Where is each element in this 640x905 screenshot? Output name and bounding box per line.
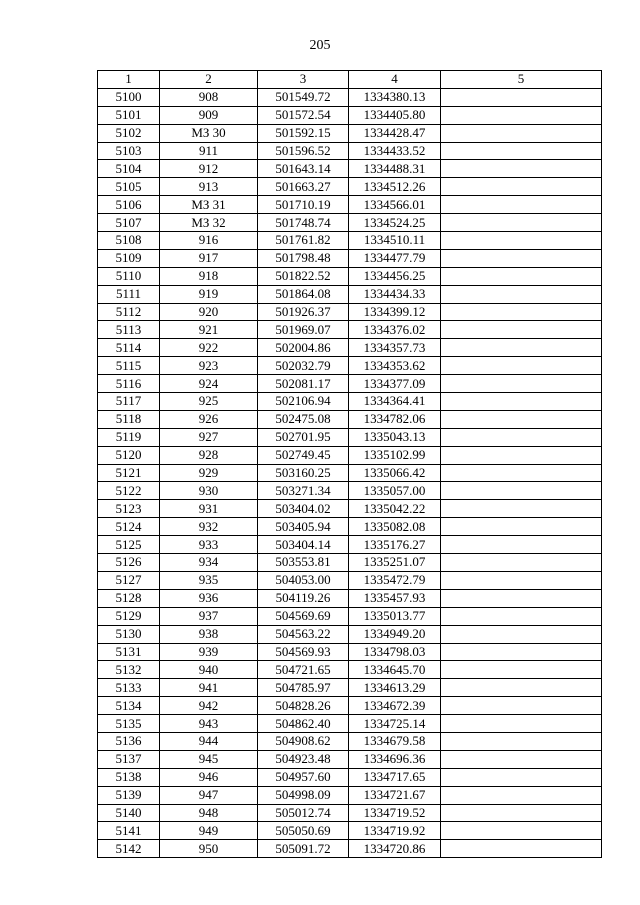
table-cell: 504569.69 [258,607,349,625]
table-cell: 1335472.79 [349,571,441,589]
table-cell: 911 [160,142,258,160]
table-cell [441,518,602,536]
table-cell: 1334477.79 [349,249,441,267]
table-cell: 501864.08 [258,285,349,303]
table-row [98,357,602,375]
table-cell: 912 [160,160,258,178]
table-cell: 504569.93 [258,643,349,661]
table-cell: 1334512.26 [349,178,441,196]
table-cell [441,589,602,607]
table-row [98,768,602,786]
table-cell: 1334377.09 [349,375,441,393]
table-cell [441,732,602,750]
table-row [98,500,602,518]
table-cell: 5133 [98,679,160,697]
table-cell: МЗ 31 [160,196,258,214]
table-cell: 913 [160,178,258,196]
table-cell [441,768,602,786]
table-cell: 504998.09 [258,786,349,804]
table-cell: 5109 [98,249,160,267]
table-row [98,249,602,267]
table-cell: 1334434.33 [349,285,441,303]
table-cell: 5101 [98,106,160,124]
table-row [98,178,602,196]
table-cell: 935 [160,571,258,589]
table-cell: 5142 [98,840,160,858]
table-cell: 504563.22 [258,625,349,643]
table-cell [441,571,602,589]
table-cell [441,196,602,214]
table-cell: 504908.62 [258,732,349,750]
table-cell: 501663.27 [258,178,349,196]
table-cell: 5116 [98,375,160,393]
table-cell: 928 [160,446,258,464]
table-cell: 5126 [98,554,160,572]
table-row [98,643,602,661]
table-cell: 1334719.92 [349,822,441,840]
table-cell: 502081.17 [258,375,349,393]
table-cell [441,285,602,303]
table-cell: 503405.94 [258,518,349,536]
table-cell: 5122 [98,482,160,500]
table-cell: 1334357.73 [349,339,441,357]
table-cell: 5110 [98,267,160,285]
table-cell: 927 [160,428,258,446]
table-cell: 5135 [98,715,160,733]
table-row [98,750,602,768]
table-row [98,428,602,446]
table-cell: 5121 [98,464,160,482]
table-cell: 1334488.31 [349,160,441,178]
table-cell: 504053.00 [258,571,349,589]
table-cell: 5124 [98,518,160,536]
table-cell: 5100 [98,88,160,106]
table-cell: 950 [160,840,258,858]
table-cell [441,321,602,339]
page-number: 205 [309,38,331,53]
table-cell [441,375,602,393]
table-cell: 923 [160,357,258,375]
table-cell: 1335042.22 [349,500,441,518]
table-cell: 5141 [98,822,160,840]
table-cell: 1334433.52 [349,142,441,160]
table-cell: 5107 [98,214,160,232]
table-row [98,267,602,285]
table-cell: 5132 [98,661,160,679]
column-header: 2 [160,71,258,89]
table-cell: 502106.94 [258,393,349,411]
table-cell: 908 [160,88,258,106]
table-cell: 502475.08 [258,410,349,428]
table-cell: 505091.72 [258,840,349,858]
column-header: 1 [98,71,160,89]
table-cell: 921 [160,321,258,339]
table-cell: 503404.14 [258,536,349,554]
table-cell: 5137 [98,750,160,768]
table-cell: 1334949.20 [349,625,441,643]
table-cell: 5112 [98,303,160,321]
table-cell: 930 [160,482,258,500]
table-cell: 1334510.11 [349,232,441,250]
table-cell [441,428,602,446]
table-cell: 5105 [98,178,160,196]
table-cell: 940 [160,661,258,679]
table-cell [441,822,602,840]
table-cell: 1334405.80 [349,106,441,124]
table-row [98,393,602,411]
table-cell: 1334613.29 [349,679,441,697]
table-cell [441,804,602,822]
table-cell: 1334782.06 [349,410,441,428]
table-cell: 939 [160,643,258,661]
table-cell [441,88,602,106]
table-cell: 1335102.99 [349,446,441,464]
table-cell: 501549.72 [258,88,349,106]
table-cell [441,750,602,768]
column-header: 5 [441,71,602,89]
table-cell: 1335457.93 [349,589,441,607]
table-cell: 5140 [98,804,160,822]
table-cell: 1334428.47 [349,124,441,142]
table-cell: 924 [160,375,258,393]
table-row [98,214,602,232]
table-cell: 946 [160,768,258,786]
table-cell: 502749.45 [258,446,349,464]
table-cell [441,267,602,285]
table-cell: 5136 [98,732,160,750]
table-cell: 5127 [98,571,160,589]
table-cell [441,357,602,375]
table-row [98,732,602,750]
table-cell: 909 [160,106,258,124]
table-row [98,697,602,715]
table-row [98,88,602,106]
table-row [98,482,602,500]
table-cell [441,786,602,804]
table-cell: 1334720.86 [349,840,441,858]
table-cell: 1334645.70 [349,661,441,679]
table-cell: 504862.40 [258,715,349,733]
table-cell: 1335043.13 [349,428,441,446]
table-cell: 5134 [98,697,160,715]
table-cell: МЗ 32 [160,214,258,232]
table-cell: 929 [160,464,258,482]
table-cell: 5104 [98,160,160,178]
table-row [98,625,602,643]
table-cell: 503553.81 [258,554,349,572]
table-cell [441,554,602,572]
table-cell: 925 [160,393,258,411]
table-cell [441,160,602,178]
table-cell: 949 [160,822,258,840]
table-row [98,464,602,482]
table-cell [441,106,602,124]
table-cell: 947 [160,786,258,804]
table-cell: 501596.52 [258,142,349,160]
table-cell: 501748.74 [258,214,349,232]
table-cell: 5129 [98,607,160,625]
table-cell: 936 [160,589,258,607]
table-cell: 1335176.27 [349,536,441,554]
table-cell: 942 [160,697,258,715]
table-cell: 919 [160,285,258,303]
table-cell: 1335057.00 [349,482,441,500]
table-cell: 1334721.67 [349,786,441,804]
table-body [98,88,602,857]
table-cell: 505050.69 [258,822,349,840]
table-cell: 1334376.02 [349,321,441,339]
table-cell: 5117 [98,393,160,411]
table-cell: 5119 [98,428,160,446]
table-cell: 1334353.62 [349,357,441,375]
table-cell: 943 [160,715,258,733]
table-row [98,160,602,178]
table-row [98,589,602,607]
table-header [98,71,602,89]
table-cell: 502004.86 [258,339,349,357]
table-cell: 934 [160,554,258,572]
table-row [98,607,602,625]
table-cell [441,393,602,411]
table-row [98,303,602,321]
table-cell: 922 [160,339,258,357]
table-cell [441,339,602,357]
table-cell: 501761.82 [258,232,349,250]
table-cell: 938 [160,625,258,643]
table-cell: 502032.79 [258,357,349,375]
table-cell: 504957.60 [258,768,349,786]
table-cell: 1334456.25 [349,267,441,285]
table-cell: 1335251.07 [349,554,441,572]
table-row [98,124,602,142]
table-cell [441,464,602,482]
table-cell: 504785.97 [258,679,349,697]
table-cell: 1334399.12 [349,303,441,321]
table-cell [441,500,602,518]
table-cell: 501572.54 [258,106,349,124]
table-cell [441,536,602,554]
table-cell [441,446,602,464]
table-row [98,661,602,679]
header-row [98,71,602,89]
table-cell: 945 [160,750,258,768]
table-row [98,196,602,214]
table-cell: 5111 [98,285,160,303]
table-cell: 505012.74 [258,804,349,822]
table-cell: 1334380.13 [349,88,441,106]
table-cell: 501822.52 [258,267,349,285]
table-cell: 503271.34 [258,482,349,500]
table-cell: 504119.26 [258,589,349,607]
table-cell [441,840,602,858]
table-cell: 501969.07 [258,321,349,339]
table-cell: 918 [160,267,258,285]
table-row [98,715,602,733]
table-cell: 1334696.36 [349,750,441,768]
table-cell: 1334524.25 [349,214,441,232]
table-cell: 5102 [98,124,160,142]
table-row [98,339,602,357]
table-row [98,786,602,804]
table-cell: 1334719.52 [349,804,441,822]
table-cell: 5108 [98,232,160,250]
table-cell: 944 [160,732,258,750]
table-cell: 5113 [98,321,160,339]
table-row [98,804,602,822]
table-cell [441,643,602,661]
table-row [98,840,602,858]
table-cell: 1334725.14 [349,715,441,733]
table-cell [441,661,602,679]
table-cell: 941 [160,679,258,697]
table-row [98,106,602,124]
table-cell: 948 [160,804,258,822]
table-cell: 5139 [98,786,160,804]
table-row [98,375,602,393]
table-row [98,571,602,589]
table-cell: 5103 [98,142,160,160]
table-cell: 501798.48 [258,249,349,267]
table-cell: 503160.25 [258,464,349,482]
table-cell: 5123 [98,500,160,518]
table-cell: 5131 [98,643,160,661]
table-row [98,142,602,160]
table-cell: 5115 [98,357,160,375]
table-cell: 501926.37 [258,303,349,321]
table-row [98,232,602,250]
table-cell [441,214,602,232]
table-cell: 501592.15 [258,124,349,142]
table-cell [441,607,602,625]
table-cell: 932 [160,518,258,536]
table-cell: 503404.02 [258,500,349,518]
table-cell [441,482,602,500]
table-cell [441,142,602,160]
column-header: 3 [258,71,349,89]
table-cell: 933 [160,536,258,554]
table-cell: МЗ 30 [160,124,258,142]
table-cell: 5125 [98,536,160,554]
coordinates-table [97,70,602,858]
table-cell: 1334364.41 [349,393,441,411]
table-cell: 5120 [98,446,160,464]
table-cell: 920 [160,303,258,321]
table-cell: 937 [160,607,258,625]
table-cell: 501643.14 [258,160,349,178]
table-cell: 916 [160,232,258,250]
table-cell: 926 [160,410,258,428]
table-cell [441,625,602,643]
table-cell [441,232,602,250]
table-row [98,554,602,572]
table-row [98,536,602,554]
table-cell [441,679,602,697]
table-cell: 1335082.08 [349,518,441,536]
table-cell: 917 [160,249,258,267]
table-row [98,822,602,840]
table-cell: 5114 [98,339,160,357]
table-cell [441,715,602,733]
table-cell: 1334566.01 [349,196,441,214]
table-cell: 1334717.65 [349,768,441,786]
table-cell: 5128 [98,589,160,607]
table-cell: 502701.95 [258,428,349,446]
table-cell: 5118 [98,410,160,428]
table-cell: 5130 [98,625,160,643]
column-header: 4 [349,71,441,89]
table-cell: 1334672.39 [349,697,441,715]
table-row [98,410,602,428]
table-cell: 5106 [98,196,160,214]
table-cell: 504828.26 [258,697,349,715]
table-row [98,321,602,339]
table-cell: 931 [160,500,258,518]
table-cell: 1334798.03 [349,643,441,661]
table-cell [441,410,602,428]
table-cell: 501710.19 [258,196,349,214]
table-cell: 504721.65 [258,661,349,679]
table-cell: 1335066.42 [349,464,441,482]
table-cell [441,697,602,715]
table-row [98,679,602,697]
table-cell [441,249,602,267]
table-cell [441,303,602,321]
table-cell [441,178,602,196]
table-cell [441,124,602,142]
table-row [98,518,602,536]
table-cell: 504923.48 [258,750,349,768]
table-cell: 1334679.58 [349,732,441,750]
table-cell: 5138 [98,768,160,786]
table-cell: 1335013.77 [349,607,441,625]
table-row [98,446,602,464]
table-row [98,285,602,303]
